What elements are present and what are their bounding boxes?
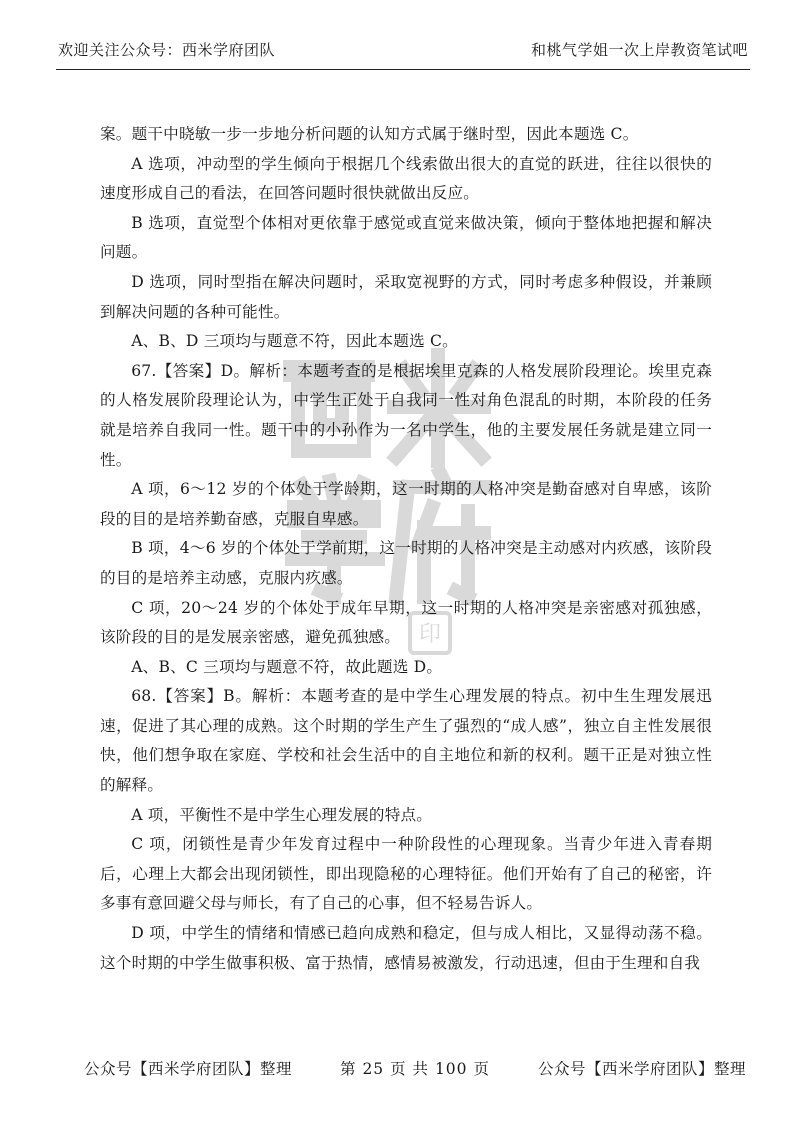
paragraph-6: A 项，6～12 岁的个体处于学龄期，这一时期的人格冲突是勤奋感对自卑感，该阶段的目的是培养勤奋感，克服自卑感。 xyxy=(100,480,712,528)
paragraph-7: B 项，4～6 岁的个体处于学前期，这一时期的人格冲突是主动感对内疚感，该阶段的目的是培养主动感，克服内疚感。 xyxy=(100,539,712,587)
paragraph-13: D 项，中学生的情绪和情感已趋向成熟和稳定，但与成人相比，又显得动荡不稳。这个时期的中学生做事积极、富于热情，感情易被激发，行动迅速，但由于生理和自我 xyxy=(100,924,712,972)
paragraph-2: B 选项，直觉型个体相对更依靠于感觉或直觉来做决策，倾向于整体地把握和解决问题。 xyxy=(100,213,712,262)
paragraph-3: D 选项，同时型指在解决问题时，采取宽视野的方式，同时考虑多种假设，并兼顾到解决问题的各种可能性。 xyxy=(100,272,712,321)
paragraph-12: C 项，闭锁性是青少年发育过程中一种阶段性的心理现象。当青少年进入青春期后，心理上大都会出现闭锁性，即出现隐秘的心理特征。他们开始有了自己的秘密，许多事有意回避父母与师长，有了自己的心事，但不轻易告诉人。 xyxy=(100,835,712,913)
page-footer xyxy=(84,1057,746,1079)
page-header xyxy=(58,34,748,64)
paragraph-4: A、B、D 三项均与题意不符，因此本题选 C。 xyxy=(131,332,458,351)
header-right-text: 和桃气学姐一次上岸教资笔试吧 xyxy=(530,40,748,59)
answer-67: 67.【答案】D。解析：本题考查的是根据埃里克森的人格发展阶段理论。埃里克森的人格发展阶段理论认为，中学生正处于自我同一性对角色混乱的时期，本阶段的任务就是培养自我同一性。题干中的小孙作为一名中学生，他的主要发展任务就是建立同一性。 xyxy=(100,361,712,469)
body-text xyxy=(100,120,712,978)
svg-text:印: 印 xyxy=(418,622,442,647)
paragraph-11: A 项，平衡性不是中学生心理发展的特点。 xyxy=(131,805,433,824)
page-number: 第 25 页 共 100 页 xyxy=(340,1060,490,1078)
paragraph-1: A 选项，冲动型的学生倾向于根据几个线索做出很大的直觉的跃进，往往以很快的速度形成自己的看法，在回答问题时很快就做出反应。 xyxy=(100,154,712,203)
header-left-text: 欢迎关注公众号：西米学府团队 xyxy=(58,40,276,59)
paragraph-9: A、B、C 三项均与题意不符，故此题选 D。 xyxy=(131,657,443,676)
paragraph-8: C 项，20～24 岁的个体处于成年早期，这一时期的人格冲突是亲密感对孤独感，该阶段的目的是发展亲密感，避免孤独感。 xyxy=(100,598,712,647)
paragraph-0: 案。题干中晓敏一步一步地分析问题的认知方式属于继时型，因此本题选 C。 xyxy=(100,125,639,143)
footer-right-text: 公众号【西米学府团队】整理 xyxy=(537,1060,746,1078)
header-divider xyxy=(56,69,750,70)
footer-left-text: 公众号【西米学府团队】整理 xyxy=(84,1060,293,1078)
answer-68: 68.【答案】B。解析：本题考查的是中学生心理发展的特点。初中生生理发展迅速，促进了其心理的成熟。这个时期的学生产生了强烈的“成人感”，独立自主性发展很快，他们想争取在家庭、学校和社会生活中的自主地位和新的权利。题干正是对独立性的解释。 xyxy=(100,687,712,795)
